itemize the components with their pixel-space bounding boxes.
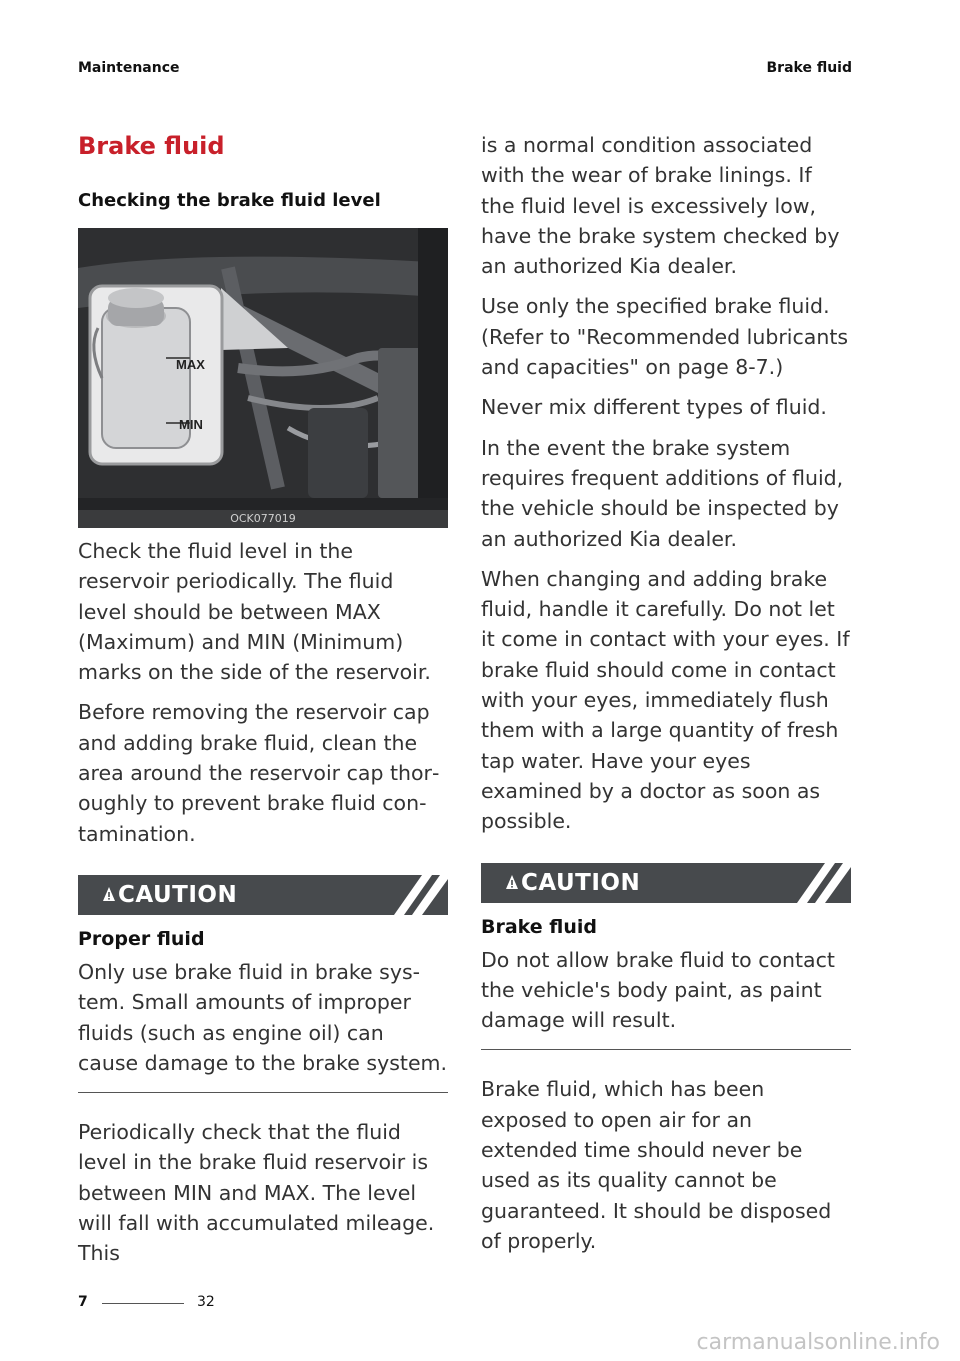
caution-title: Proper fluid xyxy=(78,927,205,950)
paragraph: Before removing the reservoir cap and adding brake fluid, clean the area around the reservoir cap thoroughly to prevent brake fluid contamination. xyxy=(78,700,440,846)
paragraph: Use only the specified brake fluid. (Refer to "Recommended lubricants and capacities" on page 8-7.) xyxy=(481,294,849,380)
paragraph: is a normal condition associated with the wear of brake linings. If the fluid level is excessively low, have the brake system checked by an authorized Kia dealer. xyxy=(481,133,840,279)
reservoir-figure xyxy=(78,228,448,528)
chapter-number: 7 xyxy=(78,1294,88,1310)
figure-code: OCK077019 xyxy=(78,510,448,528)
header-section: Maintenance xyxy=(78,60,180,76)
min-mark-label: MIN xyxy=(179,417,203,432)
warning-icon xyxy=(102,886,116,902)
slash-decoration xyxy=(388,875,448,915)
right-column xyxy=(481,130,851,1266)
paragraph: When changing and adding brake fluid, handle it carefully. Do not let it come in contact with your eyes. If brake fluid should come in contact with your eyes, immediately flush them with a large quantity of fresh tap water. Have your eyes examined by a doctor as soon as possible. xyxy=(481,566,850,834)
caution-label: CAUTION xyxy=(118,881,238,908)
footer-divider xyxy=(102,1303,184,1304)
page-title: Brake fluid xyxy=(78,132,225,160)
header-topic: Brake fluid xyxy=(766,60,852,76)
caution-banner xyxy=(78,875,448,915)
left-column xyxy=(78,130,448,1279)
divider xyxy=(481,1049,851,1050)
warning-icon xyxy=(505,874,519,890)
max-mark-label: MAX xyxy=(176,357,205,372)
page-number: 32 xyxy=(197,1294,215,1310)
caution-title: Brake fluid xyxy=(481,915,598,938)
caution-label: CAUTION xyxy=(521,869,641,896)
divider xyxy=(78,1092,448,1093)
engine-bay-illustration xyxy=(78,228,448,528)
paragraph: Never mix different types of fluid. xyxy=(481,395,827,420)
caution-banner xyxy=(481,863,851,903)
paragraph: Check the fluid level in the reservoir periodically. The fluid level should be between MAX (Maximum) and MIN (Minimum) marks on the side of the reservoir. xyxy=(78,539,431,685)
caution-text: Do not allow brake fluid to contact the vehicle's body paint, as paint damage will result. xyxy=(481,947,835,1033)
caution-text: Only use brake fluid in brake system. Small amounts of improper fluids (such as engine oil) can cause damage to the brake system. xyxy=(78,959,448,1075)
watermark: carmanualsonline.info xyxy=(696,1330,940,1355)
paragraph: Brake fluid, which has been exposed to open air for an extended time should never be used as its quality cannot be guaranteed. It should be disposed of properly. xyxy=(481,1077,832,1253)
slash-decoration xyxy=(791,863,851,903)
paragraph: In the event the brake system requires frequent additions of fluid, the vehicle should be inspected by an authorized Kia dealer. xyxy=(481,435,844,551)
paragraph: Periodically check that the fluid level in the brake fluid reservoir is between MIN and MAX. The level will fall with accumulated mileage. This xyxy=(78,1120,435,1266)
section-subtitle: Checking the brake fluid level xyxy=(78,190,381,211)
